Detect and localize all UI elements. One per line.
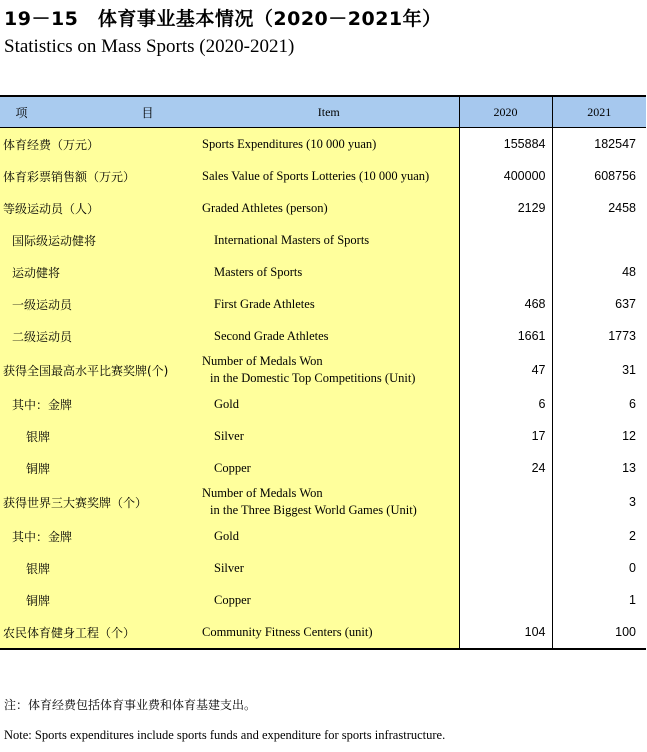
- row-label-cn: 银牌: [0, 420, 199, 452]
- header-year-2020: 2020: [459, 96, 552, 128]
- row-label-cn: 铜牌: [0, 584, 199, 616]
- page-title-en: Statistics on Mass Sports (2020-2021): [4, 36, 295, 57]
- value-2021: 2: [552, 520, 646, 552]
- value-2020: 17: [459, 420, 552, 452]
- row-label-cn: 体育经费（万元）: [0, 128, 199, 161]
- row-label-cn: 体育彩票销售额（万元）: [0, 160, 199, 192]
- row-label-en-line1: Number of Medals Won: [202, 486, 323, 500]
- value-2020: [459, 484, 552, 520]
- footnote-cn: 注：体育经费包括体育事业费和体育基建支出。: [4, 698, 257, 712]
- row-label-en: [199, 484, 459, 520]
- row-label-en: International Masters of Sports: [199, 224, 459, 256]
- value-2021: 1773: [552, 320, 646, 352]
- value-2020: [459, 552, 552, 584]
- value-2020: 468: [459, 288, 552, 320]
- table-row: [0, 128, 646, 161]
- row-label-en: Second Grade Athletes: [199, 320, 459, 352]
- value-2021: 182547: [552, 128, 646, 161]
- row-label-en: Gold: [199, 520, 459, 552]
- value-2021: 13: [552, 452, 646, 484]
- value-2021: 48: [552, 256, 646, 288]
- statistics-table: [0, 95, 646, 650]
- value-2020: [459, 256, 552, 288]
- row-label-en-line2: in the Domestic Top Competitions (Unit): [210, 371, 416, 385]
- header-item-en: Item: [199, 96, 459, 128]
- table-row: [0, 320, 646, 352]
- row-label-cn: 获得全国最高水平比赛奖牌(个): [0, 352, 199, 388]
- value-2021: 608756: [552, 160, 646, 192]
- value-2021: 1: [552, 584, 646, 616]
- table-row: [0, 256, 646, 288]
- table-row: [0, 352, 646, 388]
- value-2021: 6: [552, 388, 646, 420]
- row-label-en: First Grade Athletes: [199, 288, 459, 320]
- row-label-en-line2: in the Three Biggest World Games (Unit): [210, 503, 417, 517]
- row-label-en: [199, 352, 459, 388]
- value-2021: 637: [552, 288, 646, 320]
- row-label-cn: 铜牌: [0, 452, 199, 484]
- table-row: [0, 192, 646, 224]
- row-label-en: Graded Athletes (person): [199, 192, 459, 224]
- value-2021: 100: [552, 616, 646, 649]
- row-label-en: Copper: [199, 584, 459, 616]
- value-2020: 2129: [459, 192, 552, 224]
- row-label-en: Community Fitness Centers (unit): [199, 616, 459, 649]
- row-label-cn: 银牌: [0, 552, 199, 584]
- row-label-cn: 其中：金牌: [0, 388, 199, 420]
- row-label-cn: 其中：金牌: [0, 520, 199, 552]
- row-label-cn: 国际级运动健将: [0, 224, 199, 256]
- row-label-cn: 等级运动员（人）: [0, 192, 199, 224]
- row-label-cn: 农民体育健身工程（个）: [0, 616, 199, 649]
- row-label-en: Silver: [199, 552, 459, 584]
- header-item-cn: 项 目: [0, 96, 199, 128]
- table-row: [0, 616, 646, 649]
- value-2020: 6: [459, 388, 552, 420]
- page-title-cn: 19－15 体育事业基本情况（2020－2021年）: [4, 8, 442, 30]
- value-2021: 0: [552, 552, 646, 584]
- value-2021: [552, 224, 646, 256]
- footnote-en: Note: Sports expenditures include sports funds and expenditure for sports infrastructure.: [4, 728, 446, 742]
- value-2020: 47: [459, 352, 552, 388]
- table-header-row: [0, 96, 646, 128]
- row-label-en: Sales Value of Sports Lotteries (10 000 yuan): [199, 160, 459, 192]
- row-label-en: Gold: [199, 388, 459, 420]
- row-label-en: Masters of Sports: [199, 256, 459, 288]
- table-row: [0, 420, 646, 452]
- row-label-en: Silver: [199, 420, 459, 452]
- value-2020: 400000: [459, 160, 552, 192]
- value-2021: 2458: [552, 192, 646, 224]
- row-label-en-line1: Number of Medals Won: [202, 354, 323, 368]
- table-row: [0, 552, 646, 584]
- value-2021: 12: [552, 420, 646, 452]
- value-2021: 3: [552, 484, 646, 520]
- row-label-cn: 获得世界三大赛奖牌（个）: [0, 484, 199, 520]
- row-label-en: Copper: [199, 452, 459, 484]
- table-row: [0, 388, 646, 420]
- table-row: [0, 584, 646, 616]
- table-row: [0, 160, 646, 192]
- value-2020: [459, 224, 552, 256]
- table-row: [0, 484, 646, 520]
- table-row: [0, 520, 646, 552]
- table-row: [0, 288, 646, 320]
- row-label-cn: 一级运动员: [0, 288, 199, 320]
- value-2020: [459, 584, 552, 616]
- value-2020: 155884: [459, 128, 552, 161]
- table-row: [0, 224, 646, 256]
- row-label-cn: 运动健将: [0, 256, 199, 288]
- value-2020: 104: [459, 616, 552, 649]
- value-2021: 31: [552, 352, 646, 388]
- table-row: [0, 452, 646, 484]
- value-2020: 1661: [459, 320, 552, 352]
- row-label-en: Sports Expenditures (10 000 yuan): [199, 128, 459, 161]
- header-year-2021: 2021: [552, 96, 646, 128]
- value-2020: 24: [459, 452, 552, 484]
- value-2020: [459, 520, 552, 552]
- row-label-cn: 二级运动员: [0, 320, 199, 352]
